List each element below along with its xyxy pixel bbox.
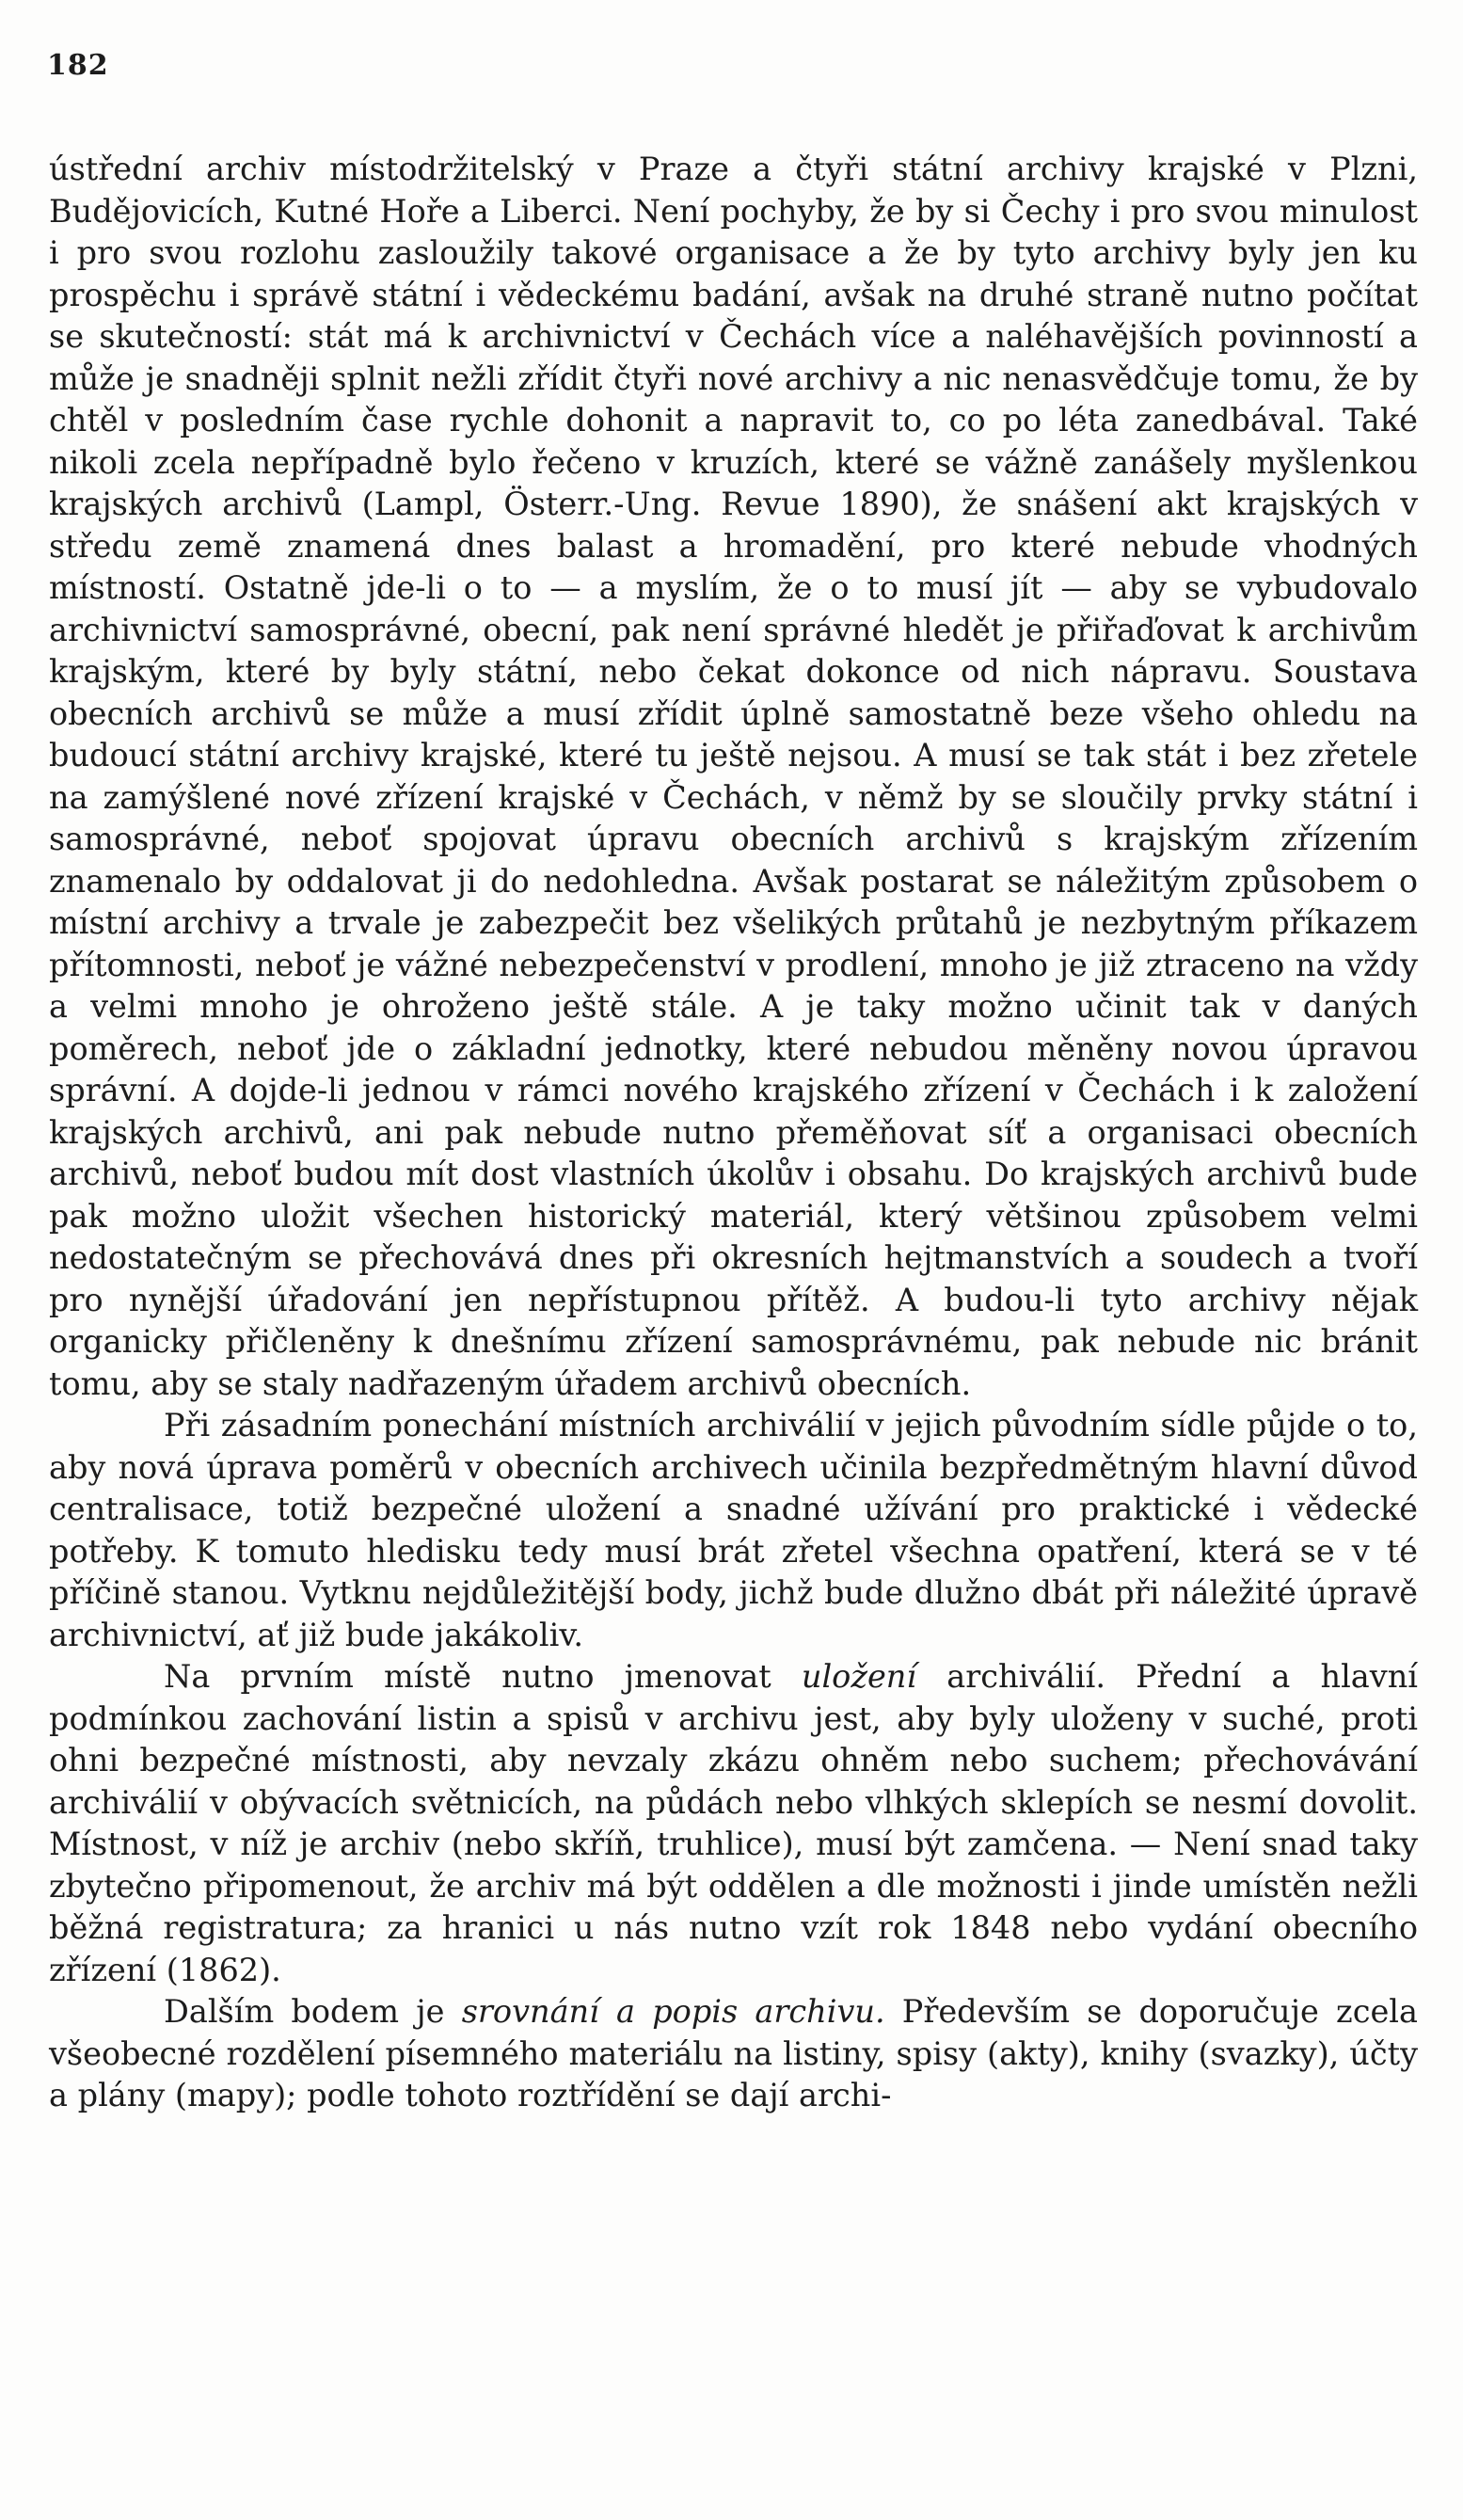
paragraph-1 [49,149,1418,1405]
page-number: 182 [47,49,109,82]
text-run: Na prvním místě nutno jmenovat [164,1658,802,1695]
text-run: ústřední archiv místodržitelský v Praze a čtyři státní archivy krajské v Plzni, Budějovicích, Kutné Hoře a Liberci. Není pochyby, že by si Čechy i pro svou minulost i pro svou rozlohu zasloužily takové organisace a že by tyto archivy byly jen ku prospěchu i správě státní i vědeckému badání, avšak na druhé straně nutno počítat se skutečností: stát má k archivnictví v Čechách více a naléhavějších povinností a může je snadněji splnit nežli zřídit čtyři nové archivy a nic nenasvědčuje tomu, že by chtěl v posledním čase rychle dohonit a napravit to, co po léta zanedbával. Také nikoli zcela nepřípadně bylo řečeno v kruzích, které se vážně zanášely myšlenkou krajských archivů (Lampl, Österr.-Ung. Revue 1890), že snášení akt krajských v středu země znamená dnes balast a hromadění, pro které nebude vhodných místností. Ostatně jde-li o to — a myslím, že o to musí jít — aby se vybudovalo archivnictví samosprávné, obecní, pak není správné hledět je přiřaďovat k archivům krajským, které by byly státní, nebo čekat dokonce od nich nápravu. Soustava obecních archivů se může a musí zřídit úplně samostatně beze všeho ohledu na budoucí státní archivy krajské, které tu ještě nejsou. A musí se tak stát i bez zřetele na zamýšlené nové zřízení krajské v Čechách, v němž by se sloučily prvky státní i samosprávné, neboť spojovat úpravu obecních archivů s krajským zřízením znamenalo by oddalovat ji do nedohledna. Avšak postarat se náležitým způsobem o místní archivy a trvale je zabezpečit bez všelikých průtahů je nezbytným příkazem přítomnosti, neboť je vážné nebezpečenství v prodlení, mnoho je již ztraceno na vždy a velmi mnoho je ohroženo ještě stále. A je taky možno učinit tak v daných poměrech, neboť jde o základní jednotky, které nebudou měněny novou úpravou správní. A dojde-li jednou v rámci nového krajského zřízení v Čechách i k založení krajských archivů, ani pak nebude nutno přeměňovat síť a organisaci obecních archivů, neboť budou mít dost vlastních úkolův i obsahu. Do krajských archivů bude pak možno uložit všechen historický materiál, který většinou způsobem velmi nedostatečným se přechovává dnes při okresních hejtmanstvích a soudech a tvoří pro nynější úřadování jen nepřístupnou přítěž. A budou-li tyto archivy nějak organicky přičleněny k dnešnímu zřízení samosprávnému, pak nebude nic bránit tomu, aby se staly nadřazeným úřadem archivů obecních. [49,151,1418,1402]
text-run: Především se doporučuje zcela všeobecné rozdělení písemného materiálu na listiny, spisy (akty), knihy (svazky), účty a plány (mapy); podle tohoto roztřídění se dají archi- [49,1993,1418,2113]
paragraph-4 [49,1991,1418,2117]
paragraph-2 [49,1405,1418,1656]
emphasized-term: uložení [801,1658,917,1695]
paragraph-3 [49,1656,1418,1991]
text-run: Dalším bodem je [164,1993,462,2030]
emphasized-term: srovnání a popis archivu. [461,1993,885,2030]
text-run: archiválií. Přední a hlavní podmínkou zachování listin a spisů v archivu jest, aby byly uloženy v suché, proti ohni bezpečné místnosti, aby nevzaly zkázu ohněm nebo suchem; přechovávání archiválií v obývacích světnicích, na půdách nebo vlhkých sklepích se nesmí dovolit. Místnost, v níž je archiv (nebo skříň, truhlice), musí být zamčena. — Není snad taky zbytečno připomenout, že archiv má být oddělen a dle možnosti i jinde umístěn nežli běžná registratura; za hranici u nás nutno vzít rok 1848 nebo vydání obecního zřízení (1862). [49,1658,1418,1988]
text-run: Při zásadním ponechání místních archiválií v jejich původním sídle půjde o to, aby nová úprava poměrů v obecních archivech učinila bezpředmětným hlavní důvod centralisace, totiž bezpečné uložení a snadné užívání pro praktické i vědecké potřeby. K tomuto hledisku tedy musí brát zřetel všechna opatření, která se v té příčině stanou. Vytknu nejdůležitější body, jichž bude dlužno dbát při náležité úpravě archivnictví, ať již bude jakákoliv. [49,1407,1418,1653]
body-text [49,149,1418,2117]
